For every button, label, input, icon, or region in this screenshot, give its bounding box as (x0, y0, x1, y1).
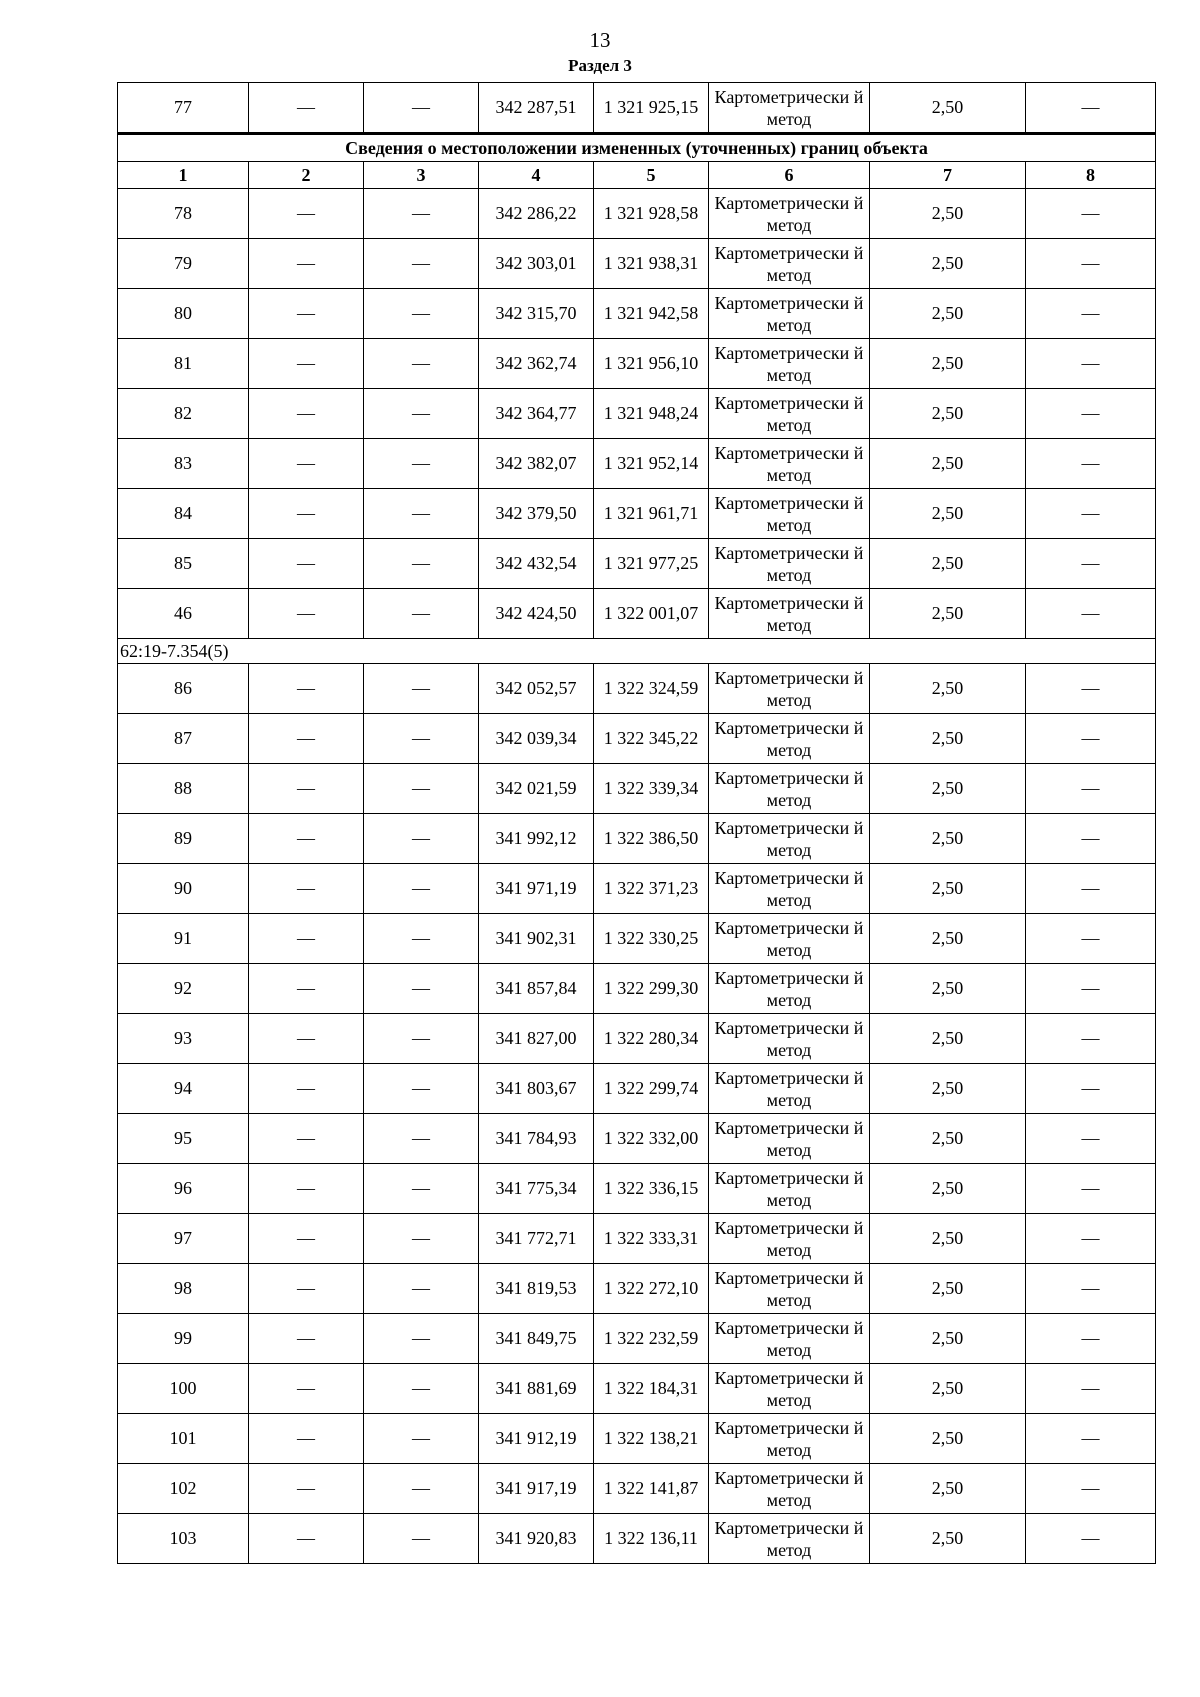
table-row (118, 964, 1156, 1014)
cell-col8: — (1026, 1014, 1156, 1064)
method: Картометрически й метод (709, 1264, 870, 1314)
cell-col3: — (364, 1414, 479, 1464)
cell-col2: — (249, 289, 364, 339)
cell-col3: — (364, 664, 479, 714)
table-row (118, 864, 1156, 914)
coord-x: 342 379,50 (479, 489, 594, 539)
method: Картометрически й метод (709, 1514, 870, 1564)
coord-x: 341 775,34 (479, 1164, 594, 1214)
cell-col3: — (364, 1214, 479, 1264)
cell-col3: — (364, 289, 479, 339)
accuracy: 2,50 (870, 1214, 1026, 1264)
point-number: 86 (118, 664, 249, 714)
coord-x: 342 315,70 (479, 289, 594, 339)
method: Картометрически й метод (709, 339, 870, 389)
cell-col8: — (1026, 1414, 1156, 1464)
cell-col2: — (249, 914, 364, 964)
point-number: 92 (118, 964, 249, 1014)
accuracy: 2,50 (870, 1014, 1026, 1064)
point-number: 103 (118, 1514, 249, 1564)
cell-col8: — (1026, 814, 1156, 864)
cell-col3: — (364, 864, 479, 914)
coord-x: 341 857,84 (479, 964, 594, 1014)
cell-col3: — (364, 589, 479, 639)
point-number: 100 (118, 1364, 249, 1414)
cell-col8: — (1026, 1514, 1156, 1564)
cell-col8: — (1026, 239, 1156, 289)
point-number: 99 (118, 1314, 249, 1364)
coord-y: 1 322 345,22 (594, 714, 709, 764)
coord-y: 1 321 977,25 (594, 539, 709, 589)
point-number: 82 (118, 389, 249, 439)
table-row (118, 1414, 1156, 1464)
accuracy: 2,50 (870, 339, 1026, 389)
cell-col8: — (1026, 589, 1156, 639)
cell-col2: — (249, 83, 364, 134)
table-row (118, 439, 1156, 489)
coord-y: 1 322 138,21 (594, 1414, 709, 1464)
coord-x: 341 803,67 (479, 1064, 594, 1114)
accuracy: 2,50 (870, 1064, 1026, 1114)
cell-col3: — (364, 439, 479, 489)
table-row (118, 814, 1156, 864)
method: Картометрически й метод (709, 289, 870, 339)
coord-x: 342 021,59 (479, 764, 594, 814)
cell-col8: — (1026, 664, 1156, 714)
cell-col3: — (364, 539, 479, 589)
coord-x: 342 039,34 (479, 714, 594, 764)
cell-col8: — (1026, 1364, 1156, 1414)
point-number: 88 (118, 764, 249, 814)
point-number: 90 (118, 864, 249, 914)
cell-col2: — (249, 1464, 364, 1514)
column-number: 1 (118, 162, 249, 189)
point-number: 95 (118, 1114, 249, 1164)
coord-x: 341 819,53 (479, 1264, 594, 1314)
accuracy: 2,50 (870, 914, 1026, 964)
cell-col3: — (364, 1064, 479, 1114)
accuracy: 2,50 (870, 1414, 1026, 1464)
coord-y: 1 322 001,07 (594, 589, 709, 639)
table-row (118, 389, 1156, 439)
coord-x: 341 784,93 (479, 1114, 594, 1164)
cell-col3: — (364, 1114, 479, 1164)
table-row (118, 83, 1156, 134)
cell-col8: — (1026, 1214, 1156, 1264)
coord-x: 342 303,01 (479, 239, 594, 289)
section-title: Раздел 3 (568, 56, 632, 75)
method: Картометрически й метод (709, 1214, 870, 1264)
table-row (118, 239, 1156, 289)
method: Картометрически й метод (709, 1464, 870, 1514)
point-number: 83 (118, 439, 249, 489)
method: Картометрически й метод (709, 714, 870, 764)
cell-col8: — (1026, 1164, 1156, 1214)
cell-col8: — (1026, 1464, 1156, 1514)
cell-col8: — (1026, 714, 1156, 764)
accuracy: 2,50 (870, 1114, 1026, 1164)
cell-col2: — (249, 864, 364, 914)
cell-col3: — (364, 1464, 479, 1514)
point-number: 97 (118, 1214, 249, 1264)
cell-col2: — (249, 764, 364, 814)
point-number: 102 (118, 1464, 249, 1514)
cell-col2: — (249, 1164, 364, 1214)
table-row (118, 1314, 1156, 1364)
method: Картометрически й метод (709, 589, 870, 639)
method: Картометрически й метод (709, 1364, 870, 1414)
cell-col3: — (364, 389, 479, 439)
cell-col2: — (249, 1064, 364, 1114)
page-number: 13 (589, 28, 611, 52)
cell-col3: — (364, 1314, 479, 1364)
cell-col2: — (249, 439, 364, 489)
cell-col3: — (364, 764, 479, 814)
coord-y: 1 321 948,24 (594, 389, 709, 439)
cell-col2: — (249, 1114, 364, 1164)
coord-x: 342 382,07 (479, 439, 594, 489)
accuracy: 2,50 (870, 764, 1026, 814)
point-number: 46 (118, 589, 249, 639)
method: Картометрически й метод (709, 239, 870, 289)
cell-col2: — (249, 1314, 364, 1364)
cell-col2: — (249, 1414, 364, 1464)
method: Картометрически й метод (709, 539, 870, 589)
cell-col3: — (364, 1014, 479, 1064)
point-number: 79 (118, 239, 249, 289)
table-row (118, 914, 1156, 964)
coord-x: 341 917,19 (479, 1464, 594, 1514)
accuracy: 2,50 (870, 1514, 1026, 1564)
table-row (118, 1464, 1156, 1514)
coord-y: 1 322 386,50 (594, 814, 709, 864)
coord-y: 1 322 336,15 (594, 1164, 709, 1214)
coord-x: 342 362,74 (479, 339, 594, 389)
cell-col2: — (249, 339, 364, 389)
point-number: 93 (118, 1014, 249, 1064)
cell-col3: — (364, 964, 479, 1014)
cell-col8: — (1026, 189, 1156, 239)
table-row (118, 664, 1156, 714)
coord-y: 1 322 299,74 (594, 1064, 709, 1114)
table-row (118, 764, 1156, 814)
cell-col3: — (364, 1264, 479, 1314)
accuracy: 2,50 (870, 714, 1026, 764)
coord-y: 1 322 280,34 (594, 1014, 709, 1064)
accuracy: 2,50 (870, 864, 1026, 914)
method: Картометрически й метод (709, 1114, 870, 1164)
coord-x: 342 287,51 (479, 83, 594, 134)
table-row (118, 1014, 1156, 1064)
coord-x: 342 286,22 (479, 189, 594, 239)
accuracy: 2,50 (870, 1464, 1026, 1514)
cell-col2: — (249, 189, 364, 239)
coord-x: 341 912,19 (479, 1414, 594, 1464)
coord-x: 342 364,77 (479, 389, 594, 439)
cell-col2: — (249, 239, 364, 289)
cell-col2: — (249, 539, 364, 589)
coord-y: 1 322 232,59 (594, 1314, 709, 1364)
table-subtitle-row (118, 134, 1156, 162)
cell-col2: — (249, 964, 364, 1014)
coord-y: 1 322 299,30 (594, 964, 709, 1014)
point-number: 84 (118, 489, 249, 539)
column-number: 2 (249, 162, 364, 189)
coord-y: 1 321 928,58 (594, 189, 709, 239)
accuracy: 2,50 (870, 1314, 1026, 1364)
accuracy: 2,50 (870, 489, 1026, 539)
accuracy: 2,50 (870, 189, 1026, 239)
coord-y: 1 321 952,14 (594, 439, 709, 489)
cell-col8: — (1026, 1264, 1156, 1314)
accuracy: 2,50 (870, 239, 1026, 289)
cell-col8: — (1026, 439, 1156, 489)
method: Картометрически й метод (709, 764, 870, 814)
accuracy: 2,50 (870, 1364, 1026, 1414)
method: Картометрически й метод (709, 489, 870, 539)
method: Картометрически й метод (709, 864, 870, 914)
method: Картометрически й метод (709, 1414, 870, 1464)
table-row (118, 1514, 1156, 1564)
method: Картометрически й метод (709, 1064, 870, 1114)
cell-col8: — (1026, 1114, 1156, 1164)
method: Картометрически й метод (709, 1314, 870, 1364)
cell-col3: — (364, 339, 479, 389)
coord-x: 341 849,75 (479, 1314, 594, 1364)
coord-x: 341 902,31 (479, 914, 594, 964)
method: Картометрически й метод (709, 914, 870, 964)
cell-col2: — (249, 489, 364, 539)
cell-col8: — (1026, 1314, 1156, 1364)
accuracy: 2,50 (870, 289, 1026, 339)
column-number: 7 (870, 162, 1026, 189)
method: Картометрически й метод (709, 189, 870, 239)
method: Картометрически й метод (709, 83, 870, 134)
cell-col2: — (249, 1214, 364, 1264)
accuracy: 2,50 (870, 589, 1026, 639)
method: Картометрически й метод (709, 1164, 870, 1214)
cell-col2: — (249, 1364, 364, 1414)
coord-y: 1 322 272,10 (594, 1264, 709, 1314)
coord-y: 1 321 938,31 (594, 239, 709, 289)
cell-col8: — (1026, 389, 1156, 439)
point-number: 96 (118, 1164, 249, 1214)
table-row (118, 1264, 1156, 1314)
table-row (118, 289, 1156, 339)
cell-col8: — (1026, 489, 1156, 539)
accuracy: 2,50 (870, 814, 1026, 864)
point-number: 94 (118, 1064, 249, 1114)
column-number: 5 (594, 162, 709, 189)
accuracy: 2,50 (870, 964, 1026, 1014)
table-row (118, 539, 1156, 589)
table-body (118, 83, 1156, 1564)
cell-col2: — (249, 1264, 364, 1314)
group-label: 62:19-7.354(5) (118, 639, 1156, 664)
cell-col8: — (1026, 289, 1156, 339)
coordinates-table (117, 82, 1156, 1564)
method: Картометрически й метод (709, 439, 870, 489)
cell-col2: — (249, 1514, 364, 1564)
column-number: 8 (1026, 162, 1156, 189)
table-row (118, 1164, 1156, 1214)
coord-x: 341 827,00 (479, 1014, 594, 1064)
table-row (118, 1114, 1156, 1164)
cell-col8: — (1026, 914, 1156, 964)
coord-y: 1 322 141,87 (594, 1464, 709, 1514)
method: Картометрически й метод (709, 814, 870, 864)
coord-y: 1 322 136,11 (594, 1514, 709, 1564)
accuracy: 2,50 (870, 439, 1026, 489)
cell-col8: — (1026, 764, 1156, 814)
accuracy: 2,50 (870, 664, 1026, 714)
column-number: 3 (364, 162, 479, 189)
cell-col3: — (364, 1514, 479, 1564)
accuracy: 2,50 (870, 389, 1026, 439)
point-number: 81 (118, 339, 249, 389)
coord-x: 341 920,83 (479, 1514, 594, 1564)
coord-x: 342 432,54 (479, 539, 594, 589)
coord-x: 342 424,50 (479, 589, 594, 639)
coord-y: 1 322 333,31 (594, 1214, 709, 1264)
method: Картометрически й метод (709, 664, 870, 714)
point-number: 101 (118, 1414, 249, 1464)
method: Картометрически й метод (709, 389, 870, 439)
coord-x: 341 971,19 (479, 864, 594, 914)
cell-col3: — (364, 83, 479, 134)
cell-col8: — (1026, 964, 1156, 1014)
column-number: 6 (709, 162, 870, 189)
cell-col2: — (249, 589, 364, 639)
point-number: 80 (118, 289, 249, 339)
coord-y: 1 322 339,34 (594, 764, 709, 814)
method: Картометрически й метод (709, 1014, 870, 1064)
table-subtitle: Сведения о местоположении измененных (уточненных) границ объекта (118, 134, 1156, 162)
accuracy: 2,50 (870, 1264, 1026, 1314)
coord-y: 1 322 371,23 (594, 864, 709, 914)
cell-col3: — (364, 714, 479, 764)
coord-y: 1 322 330,25 (594, 914, 709, 964)
accuracy: 2,50 (870, 1164, 1026, 1214)
cell-col3: — (364, 914, 479, 964)
point-number: 85 (118, 539, 249, 589)
cell-col3: — (364, 1164, 479, 1214)
cell-col2: — (249, 664, 364, 714)
coord-x: 341 772,71 (479, 1214, 594, 1264)
column-number: 4 (479, 162, 594, 189)
coord-y: 1 321 942,58 (594, 289, 709, 339)
table-row (118, 1364, 1156, 1414)
coord-y: 1 321 956,10 (594, 339, 709, 389)
table-row (118, 339, 1156, 389)
coord-y: 1 321 961,71 (594, 489, 709, 539)
accuracy: 2,50 (870, 83, 1026, 134)
cell-col3: — (364, 489, 479, 539)
column-numbers-row (118, 162, 1156, 189)
cell-col2: — (249, 1014, 364, 1064)
point-number: 91 (118, 914, 249, 964)
table-row (118, 189, 1156, 239)
method: Картометрически й метод (709, 964, 870, 1014)
accuracy: 2,50 (870, 539, 1026, 589)
coord-x: 341 992,12 (479, 814, 594, 864)
point-number: 89 (118, 814, 249, 864)
group-row (118, 639, 1156, 664)
cell-col3: — (364, 1364, 479, 1414)
cell-col8: — (1026, 864, 1156, 914)
cell-col8: — (1026, 1064, 1156, 1114)
point-number: 98 (118, 1264, 249, 1314)
coord-x: 341 881,69 (479, 1364, 594, 1414)
cell-col2: — (249, 714, 364, 764)
cell-col2: — (249, 389, 364, 439)
table-row (118, 714, 1156, 764)
point-number: 87 (118, 714, 249, 764)
cell-col8: — (1026, 339, 1156, 389)
table-row (118, 1064, 1156, 1114)
coord-y: 1 322 332,00 (594, 1114, 709, 1164)
coord-y: 1 321 925,15 (594, 83, 709, 134)
cell-col2: — (249, 814, 364, 864)
cell-col3: — (364, 239, 479, 289)
coord-y: 1 322 184,31 (594, 1364, 709, 1414)
point-number: 77 (118, 83, 249, 134)
coord-y: 1 322 324,59 (594, 664, 709, 714)
cell-col8: — (1026, 539, 1156, 589)
cell-col3: — (364, 814, 479, 864)
table-row (118, 489, 1156, 539)
cell-col8: — (1026, 83, 1156, 134)
table-row (118, 1214, 1156, 1264)
table-row (118, 589, 1156, 639)
cell-col3: — (364, 189, 479, 239)
coord-x: 342 052,57 (479, 664, 594, 714)
point-number: 78 (118, 189, 249, 239)
